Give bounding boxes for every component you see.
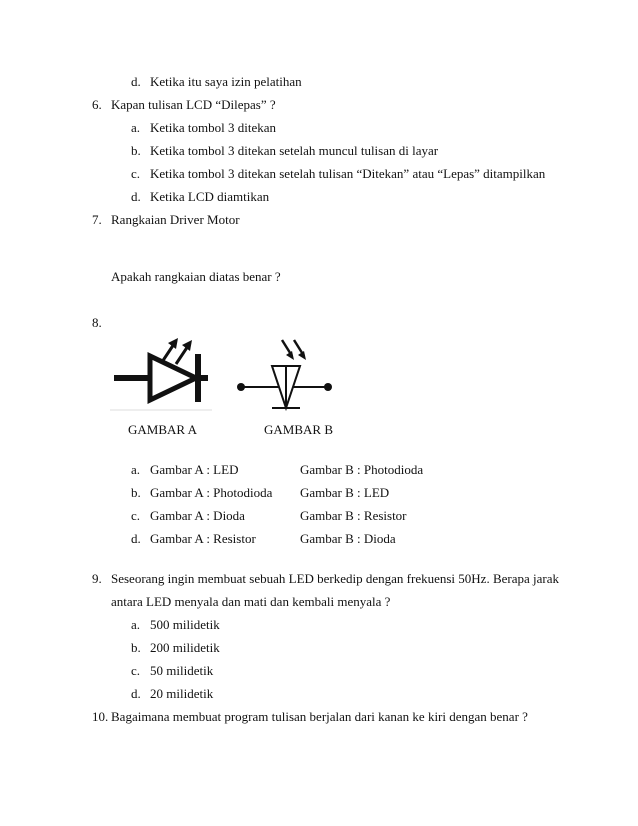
option-text-b: Gambar B : Photodioda: [300, 462, 424, 477]
option-letter: d.: [131, 74, 141, 89]
option-letter: c.: [131, 166, 141, 181]
option-text: Ketika LCD diamtikan: [150, 189, 270, 204]
option-text-b: Gambar B : LED: [300, 485, 390, 500]
option-letter: c.: [131, 508, 141, 523]
option-text-b: Gambar B : Resistor: [300, 508, 407, 523]
option-text: Ketika tombol 3 ditekan: [150, 120, 277, 135]
question-number: 7.: [92, 212, 102, 227]
option-letter: d.: [131, 189, 141, 204]
option-letter: a.: [131, 617, 141, 632]
figure-caption-a: GAMBAR A: [128, 422, 197, 437]
question-followup: Apakah rangkaian diatas benar ?: [111, 269, 281, 284]
option-text: Ketika tombol 3 ditekan setelah muncul tulisan di layar: [150, 143, 439, 158]
option-letter: d.: [131, 686, 141, 701]
question-number: 6.: [92, 97, 102, 112]
option-letter: a.: [131, 120, 141, 135]
figure-caption-b: GAMBAR B: [264, 422, 333, 437]
question-text: Rangkaian Driver Motor: [111, 212, 240, 227]
option-text: 500 milidetik: [150, 617, 220, 632]
question-number: 9.: [92, 571, 102, 586]
question-text-line2: antara LED menyala dan mati dan kembali menyala ?: [111, 594, 391, 609]
photodiode-symbol-figure: [236, 338, 336, 412]
option-text-b: Gambar B : Dioda: [300, 531, 396, 546]
option-letter: b.: [131, 485, 141, 500]
question-text-line1: Seseorang ingin membuat sebuah LED berkedip dengan frekuensi 50Hz. Berapa jarak: [111, 571, 559, 586]
option-letter: b.: [131, 640, 141, 655]
question-text: Kapan tulisan LCD “Dilepas” ?: [111, 97, 276, 112]
option-text-a: Gambar A : Resistor: [150, 531, 256, 546]
question-number: 8.: [92, 315, 102, 330]
option-text-a: Gambar A : Dioda: [150, 508, 245, 523]
option-text: Ketika itu saya izin pelatihan: [150, 74, 302, 89]
option-letter: b.: [131, 143, 141, 158]
option-text: 20 milidetik: [150, 686, 214, 701]
option-text: Ketika tombol 3 ditekan setelah tulisan “Ditekan” atau “Lepas” ditampilkan: [150, 166, 546, 181]
option-text-a: Gambar A : Photodioda: [150, 485, 273, 500]
option-letter: d.: [131, 531, 141, 546]
question-number: 10.: [92, 709, 109, 724]
option-letter: c.: [131, 663, 141, 678]
option-letter: a.: [131, 462, 141, 477]
option-text-a: Gambar A : LED: [150, 462, 239, 477]
led-symbol-figure: [110, 336, 215, 412]
option-text: 50 milidetik: [150, 663, 214, 678]
question-text: Bagaimana membuat program tulisan berjalan dari kanan ke kiri dengan benar ?: [111, 709, 528, 724]
option-text: 200 milidetik: [150, 640, 220, 655]
